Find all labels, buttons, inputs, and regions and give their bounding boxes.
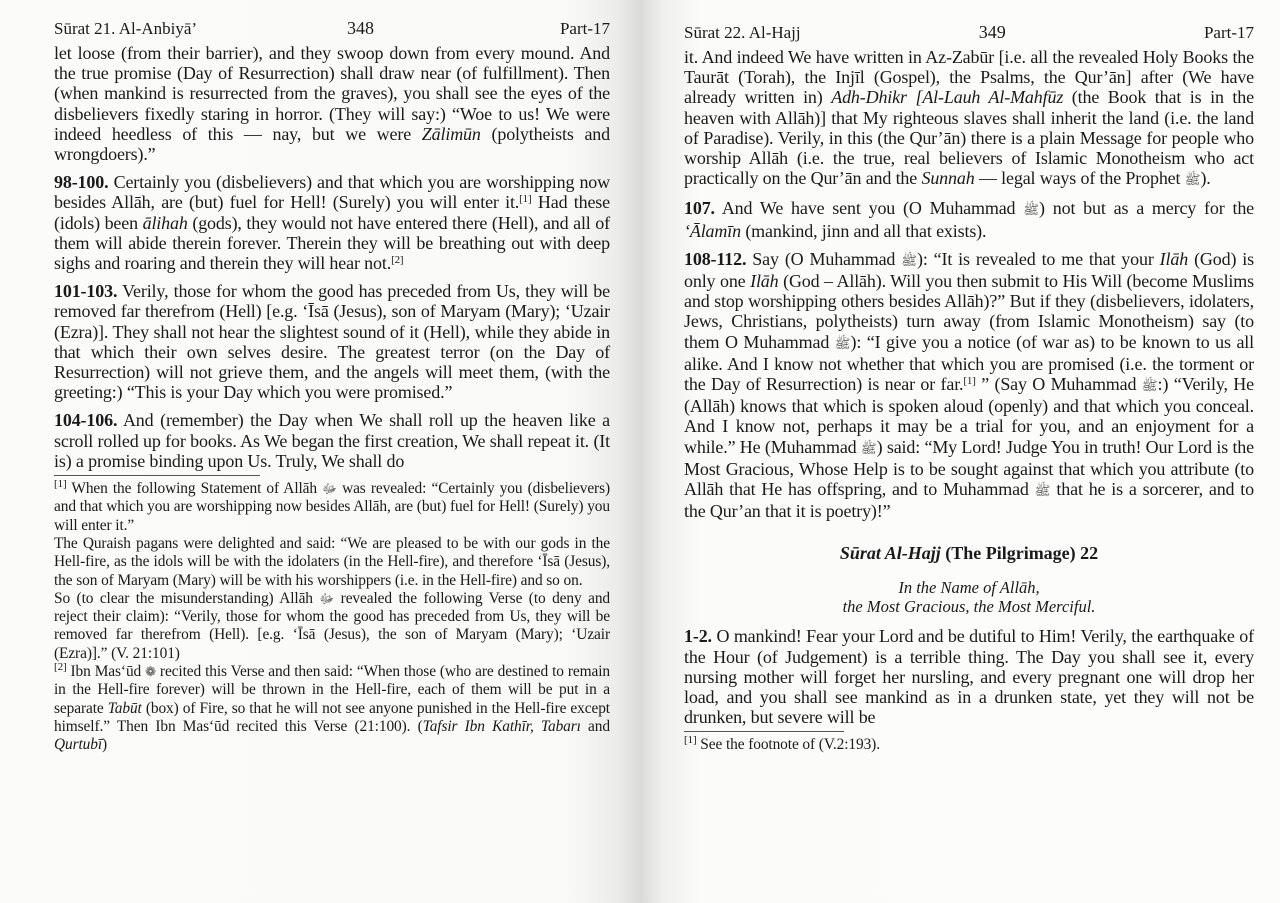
honorific-icon: ﷺ xyxy=(1184,172,1201,188)
surah-name: Sūrat 21. Al-Anbiyā’ xyxy=(54,19,198,38)
running-head-right xyxy=(684,22,1254,43)
footnotes-right xyxy=(684,736,1254,754)
footnote-ref: [2] xyxy=(391,254,404,267)
verse-number: 108-112. xyxy=(684,248,747,269)
page-number: 349 xyxy=(978,22,1006,42)
verse-paragraph: it. And indeed We have written in Az-Zabūr [i.e. all the revealed Holy Books the Taurāt (Torah), the Injīl (Gospel), the Psalms, the Qur’ān] after (We have already written in) Adh-Dhikr [Al-Lauh Al-Mahfūz (the Book that is in the heaven with Allāh)] that My righteous slaves shall inherit the land (i.e. the land of Paradise). Verily, in this (the Qur’ān) there is a plain Message for people who worship Allāh (i.e. the true, real believers of Islamic Monotheism who act practically on the Qur’ān and the Sunnah — legal ways of the Prophet ﷺ). xyxy=(684,47,1254,189)
surah-name: Sūrat 22. Al-Hajj xyxy=(684,23,801,42)
verse-number: 101-103. xyxy=(54,281,118,302)
footnote-1-continued: The Quraish pagans were delighted and said: “We are pleased to be with our gods in the Hell-fire, as the idols will be with the idolaters (in the Hell-fire), and therefore ‘Īsā (Jesus), the son of Maryam (Mary) will be with his worshippers (i.e. in the Hell-fire) and so on. xyxy=(54,534,610,589)
footnote-1: [1] When the following Statement of Allāh ﷻ was revealed: “Certainly you (disbelievers) and that which you are worshipping now besides Allāh, are (but) fuel for Hell! (Surely) you will enter it.” xyxy=(54,478,610,534)
honorific-icon: ﷺ xyxy=(834,335,851,351)
footnote-ref: [1] xyxy=(519,193,532,206)
part-label: Part-17 xyxy=(1203,23,1254,42)
honorific-icon: ﷺ xyxy=(1023,202,1040,218)
basmala: In the Name of Allāh, the Most Gracious, the Most Merciful. xyxy=(842,578,1096,617)
footnote-2: [2] Ibn Mas‘ūd ❁ recited this Verse and then said: “When those (who are destined to remain in the Hell-fire forever) will be thrown in the Hell-fire, each of them will be put in a separate Tabūt (box) of Fire, so that he will not see anyone punished in the Hell-fire except himself.” Then Ibn Mas‘ūd recited this Verse (21:100). (Tafsir Ibn Kathīr, Tabarı and Qurtubī) xyxy=(54,661,610,754)
footnotes-left xyxy=(54,480,610,754)
honorific-icon: ﷺ xyxy=(1141,378,1158,394)
footnote-divider xyxy=(54,475,260,476)
footnote-1: [1] See the footnote of (V.2:193). xyxy=(684,734,880,754)
honorific-icon: ﷺ xyxy=(901,252,917,268)
footnote-1-continued: So (to clear the misunderstanding) Allāh ﷻ revealed the following Verse (to deny and reject their claim): “Verily, those for whom the good has preceded from Us, they will be removed far therefrom (Hell). [e.g. ‘Īsā (Jesus), the son of Maryam (Mary); ‘Uzair (Ezra)].” (V. 21:101) xyxy=(54,589,611,662)
running-head-left xyxy=(54,18,610,39)
verse-paragraph: 1-2. O mankind! Fear your Lord and be dutiful to Him! Verily, the earthquake of the Hour (of Judgement) is a terrible thing. The Day you shall see it, every nursing mother will forget her nursling, and every pregnant one will drop her load, and you shall see mankind as in a drunken state, yet they will not be drunken, but severe will be xyxy=(684,626,1254,728)
main-text-right xyxy=(684,47,1254,727)
verse-number: 98-100. xyxy=(54,172,109,193)
verse-number: 107. xyxy=(684,198,715,219)
verse-paragraph: 98-100. Certainly you (disbelievers) and that which you are worshipping now besides Allāh, are (but) fuel for Hell! (Surely) you will enter it.[1] Had these (idols) been ālihah (gods), they would not have entered there (Hell), and all of them will abide therein forever. Therein they will be breathing out with deep sighs and roaring and therein they will hear not.[2] xyxy=(54,172,610,274)
verse-paragraph: 104-106. And (remember) the Day when We shall roll up the heaven like a scroll rolled up for books. As We began the first creation, We shall repeat it. (It is) a promise binding upon Us. Truly, We shall do xyxy=(54,410,610,471)
verse-paragraph: 107. And We have sent you (O Muhammad ﷺ) not but as a mercy for the ‘Ālamīn (mankind, jinn and all that exists). xyxy=(684,198,1255,241)
part-label: Part-17 xyxy=(559,19,610,38)
verse-number: 104-106. xyxy=(54,410,118,431)
footnote-ref: [1] xyxy=(963,375,976,388)
honorific-icon: ﷻ xyxy=(319,590,335,606)
verse-paragraph: let loose (from their barrier), and they swoop down from every mound. And the true promise (Day of Resurrection) shall draw near (of fulfillment). Then (when mankind is resurrected from the graves), you shall see the eyes of the disbelievers fixedly staring in horror. (They will say:) “Woe to us! We were indeed heedless of this — nay, but we were Zālimūn (polytheists and wrongdoers).” xyxy=(54,43,610,165)
footnote-divider xyxy=(684,731,844,732)
surah-title: Sūrat Al-Hajj (The Pilgrimage) 22 xyxy=(839,543,1099,564)
verse-paragraph: 101-103. Verily, those for whom the good has preceded from Us, they will be removed far therefrom (Hell) [e.g. ‘Īsā (Jesus), son of Maryam (Mary); ‘Uzair (Ezra)]. They shall not hear the slightest sound of it (Hell), while they abide in that which their own selves desire. The greatest terror (on the Day of Resurrection) will not grieve them, and the angels will meet them, (with the greeting:) “This is your Day which you were promised.” xyxy=(54,281,610,403)
honorific-icon: ﷺ xyxy=(860,440,877,456)
main-text-left xyxy=(54,43,610,471)
honorific-icon: ❁ xyxy=(145,664,156,680)
verse-number: 1-2. xyxy=(684,626,712,647)
verse-paragraph: 108-112. Say (O Muhammad ﷺ): “It is revealed to me that your Ilāh (God) is only one Ilāh (God – Allāh). Will you then submit to His Will (become Muslims and stop worshipping others besides Allāh)?” But if they (disbelievers, idolaters, Jews, Christians, polytheists) turn away (from Islamic Monotheism) say (to them O Muhammad ﷺ): “I give you a notice (of war as) to be known to us all alike. And I know not whether that which you are promised (i.e. the torment or the Day of Resurrection) is near or far.[1] ” (Say O Muhammad ﷺ:) “Verily, He (Allāh) knows that which is spoken aloud (openly) and that which you conceal. And I know not, perhaps it may be a trial for you, and an enjoyment for a while.” He (Muhammad ﷺ) said: “My Lord! Judge You in truth! Our Lord is the Most Gracious, Whose Help is to be sought against that which you attribute (to Allāh that He has offspring, and to Muhammad ﷺ that he is a sorcerer, and to the Qur’an that it is poetry)!” xyxy=(684,248,1254,522)
right-page xyxy=(642,0,1280,903)
page-number: 348 xyxy=(347,18,375,38)
honorific-icon: ﷺ xyxy=(1034,483,1051,499)
honorific-icon: ﷻ xyxy=(322,481,337,497)
